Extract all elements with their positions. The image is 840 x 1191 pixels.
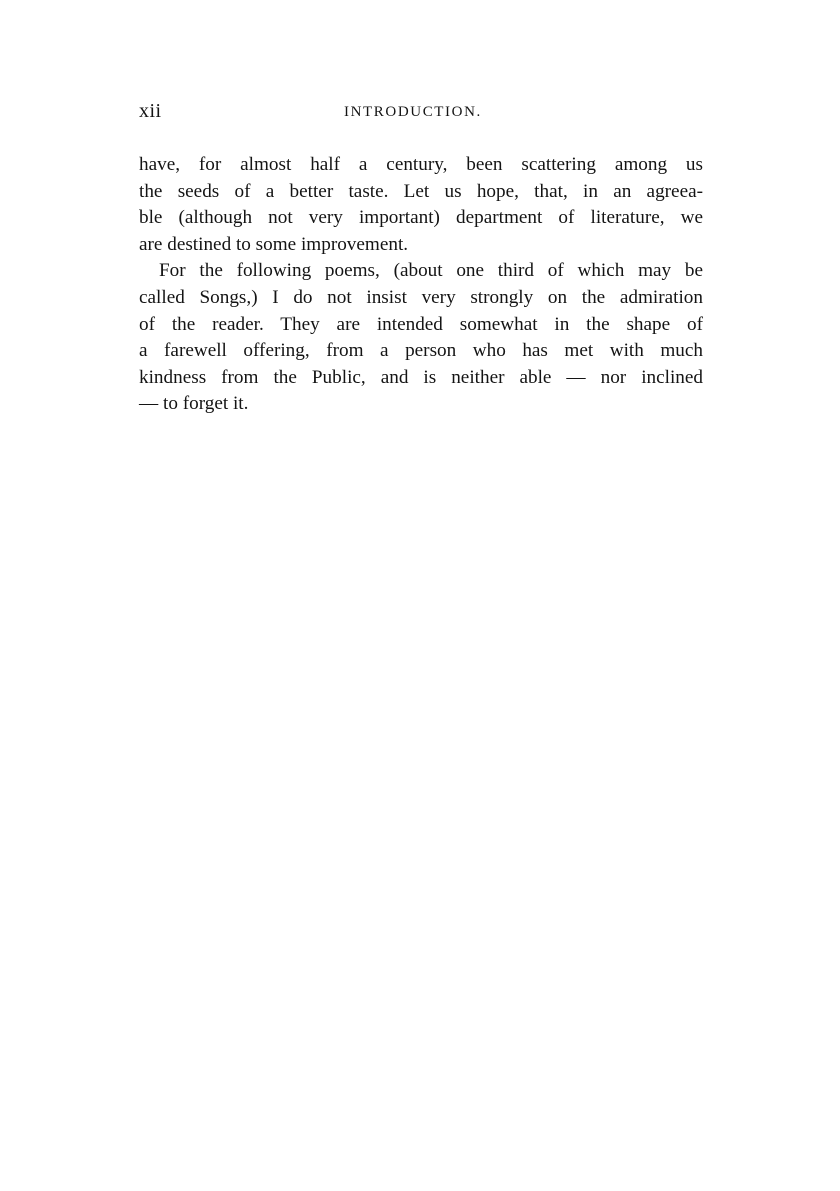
- text-line: called Songs,) I do not insist very strongly on the admiration: [139, 286, 703, 308]
- paragraph-1: [139, 152, 703, 258]
- paragraph-2: [139, 258, 703, 418]
- text-line: For the following poems, (about one third of which may be: [159, 260, 703, 282]
- text-line: of the reader. They are intended somewhat in the shape of: [139, 313, 703, 335]
- text-line: are destined to some improvement.: [139, 233, 409, 255]
- text-line: a farewell offering, from a person who has met with much: [139, 340, 703, 362]
- body-text: [139, 152, 703, 418]
- text-line: the seeds of a better taste. Let us hope, that, in an agreea-: [139, 180, 703, 202]
- page-number: xii: [139, 100, 162, 122]
- text-line: — to forget it.: [139, 393, 249, 415]
- text-line: ble (although not very important) department of literature, we: [139, 207, 703, 229]
- text-line: kindness from the Public, and is neither able — nor inclined: [139, 366, 703, 388]
- running-head: [139, 96, 703, 126]
- running-title: INTRODUCTION.: [344, 104, 482, 120]
- text-line: have, for almost half a century, been scattering among us: [139, 154, 703, 175]
